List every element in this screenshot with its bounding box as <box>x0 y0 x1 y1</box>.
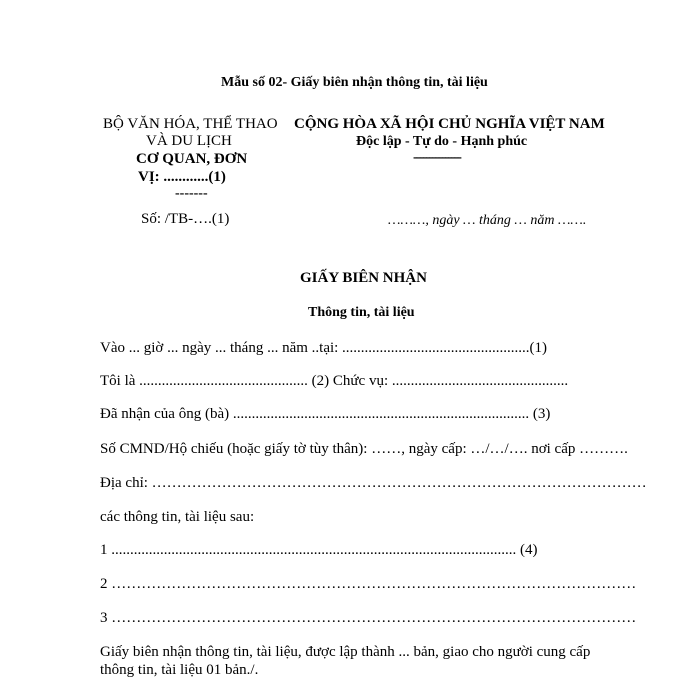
list-item: 3 …………………………………………………………………………………………… <box>100 610 637 626</box>
id-document-line: Số CMND/Hộ chiếu (hoặc giấy tờ tùy thân): ……, ngày cấp: …/…/…. nơi cấp ………. <box>100 441 628 457</box>
document-title: GIẤY BIÊN NHẬN <box>300 270 427 286</box>
time-place-line: Vào ... giờ ... ngày ... tháng ... năm ..tại: ..................................................(1) <box>100 340 548 356</box>
closing-line1: Giấy biên nhận thông tin, tài liệu, được lập thành ... bản, giao cho người cung cấp <box>100 644 591 660</box>
national-title: CỘNG HÒA XÃ HỘI CHỦ NGHĨA VIỆT NAM <box>294 116 605 132</box>
closing-line2: thông tin, tài liệu 01 bản./. <box>100 662 259 678</box>
agency-name-line2: VỊ: ............(1) <box>138 169 226 185</box>
address-line: Địa chỉ: ……………………………………………………………………………………… <box>100 475 647 491</box>
document-subtitle: Thông tin, tài liệu <box>308 305 415 320</box>
form-code: Mẫu số 02- Giấy biên nhận thông tin, tài liệu <box>221 75 488 90</box>
place-date: ………, ngày … tháng … năm ……. <box>388 213 587 228</box>
document-number: Số: /TB-….(1) <box>141 211 230 227</box>
list-item: 1 ............................................................................................................ (4) <box>100 542 538 558</box>
provider-line: Đã nhận của ông (bà) ............................................................................... (3) <box>100 406 551 422</box>
national-motto: Độc lập - Tự do - Hạnh phúc <box>356 134 528 149</box>
ministry-name-line2: VÀ DU LỊCH <box>146 133 232 149</box>
ministry-name-line1: BỘ VĂN HÓA, THỂ THAO <box>103 116 278 132</box>
left-header-divider: ------- <box>175 186 208 201</box>
agency-name-line1: CƠ QUAN, ĐƠN <box>136 151 248 167</box>
items-intro: các thông tin, tài liệu sau: <box>100 509 255 525</box>
list-item: 2 …………………………………………………………………………………………… <box>100 576 637 592</box>
right-header-divider: --------------- <box>413 150 461 165</box>
receiver-line: Tôi là ............................................. (2) Chức vụ: ............................................... <box>100 373 569 389</box>
